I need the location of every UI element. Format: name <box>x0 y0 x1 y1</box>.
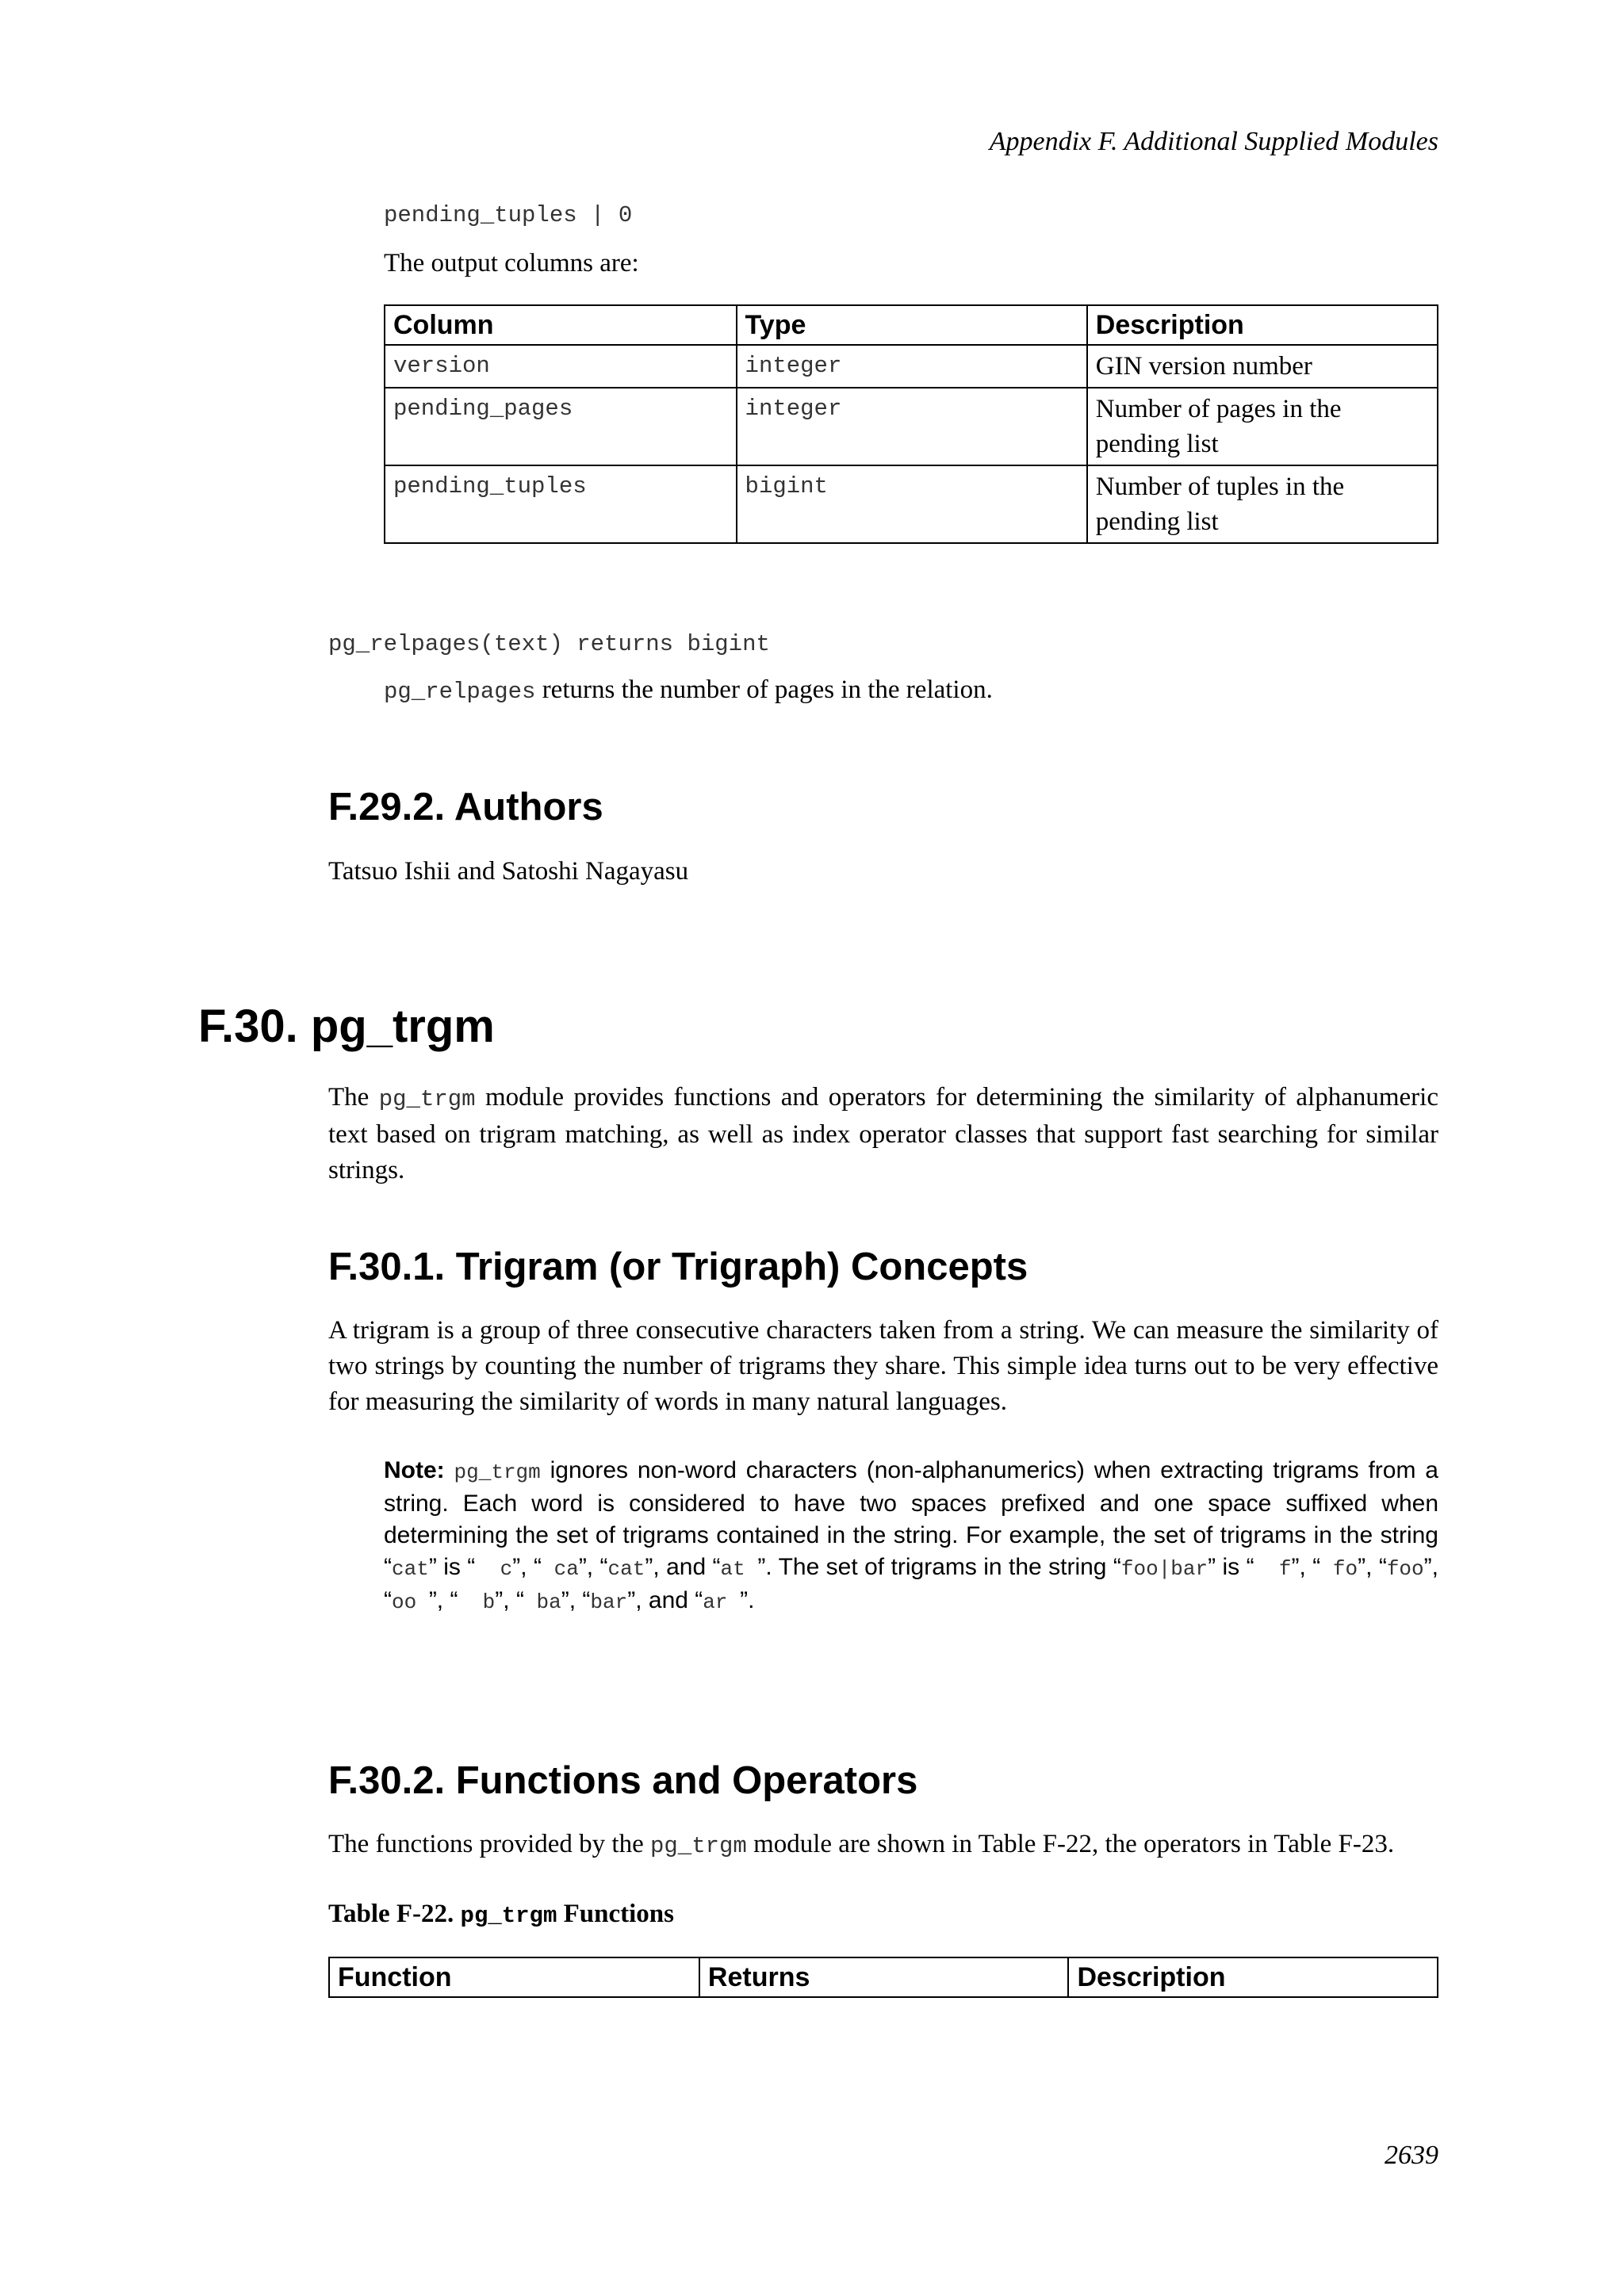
output-columns-table <box>384 304 1438 544</box>
note-code: foo <box>1386 1557 1424 1581</box>
column-header-returns: Returns <box>699 1957 1069 1997</box>
cell-type: bigint <box>737 465 1087 543</box>
running-header: Appendix F. Additional Supplied Modules <box>989 127 1438 156</box>
authors-text: Tatsuo Ishii and Satoshi Nagayasu <box>328 857 689 886</box>
note-text: ”, “ <box>1291 1554 1321 1580</box>
functions-text <box>328 1827 1454 1864</box>
note-text: ” is “ <box>1208 1554 1254 1580</box>
table-row <box>385 388 1438 465</box>
note-code: cat <box>392 1557 429 1581</box>
concepts-section-title: F.30.1. Trigram (or Trigraph) Concepts <box>328 1246 1028 1288</box>
note-text: ”, “ <box>495 1587 524 1613</box>
note-text: ”. <box>740 1587 755 1613</box>
cell-description: Number of pages in the pending list <box>1087 388 1438 465</box>
note-block <box>384 1455 1438 1618</box>
table-f22-caption-pre: Table F-22. <box>328 1900 461 1928</box>
note-text: ” is “ <box>428 1554 476 1580</box>
note-code: oo <box>392 1590 429 1614</box>
cell-description: Number of tuples in the pending list <box>1087 465 1438 543</box>
relpages-signature: pg_relpages(text) returns bigint <box>328 631 770 657</box>
note-text <box>445 1457 454 1483</box>
relpages-code: pg_relpages <box>384 679 536 705</box>
page-number: 2639 <box>1385 2141 1438 2170</box>
relpages-description <box>384 672 993 710</box>
note-code: ba <box>523 1590 561 1614</box>
column-header-column: Column <box>385 305 737 345</box>
note-text: ignores non-word characters (non-alphanumerics) when extracting trigrams from a string. Each word is considered to have two spaces prefixed and one space suffixed when determining the set of trigrams contained in the string. For example, the set of trigrams in the string “ <box>384 1457 1438 1580</box>
note-code: ar <box>703 1590 741 1614</box>
note-text: ”. The set of trigrams in the string “ <box>757 1554 1121 1580</box>
note-code: cat <box>607 1557 645 1581</box>
table-f22-caption-code: pg_trgm <box>460 1903 557 1929</box>
note-text: ”, “ <box>512 1554 542 1580</box>
note-text: ”, and “ <box>645 1554 721 1580</box>
chapter-intro <box>328 1080 1438 1188</box>
cell-type: integer <box>737 345 1087 388</box>
note-code: fo <box>1320 1557 1358 1581</box>
column-header-function: Function <box>329 1957 699 1997</box>
note-content <box>384 1457 1438 1613</box>
note-text: ”, and “ <box>627 1587 703 1613</box>
cell-type: integer <box>737 388 1087 465</box>
note-code: c <box>475 1557 513 1581</box>
output-columns-intro: The output columns are: <box>384 249 639 277</box>
cell-column: pending_tuples <box>385 465 737 543</box>
column-header-description: Description <box>1068 1957 1438 1997</box>
note-text: ”, “ <box>578 1554 608 1580</box>
chapter-title: F.30. pg_trgm <box>198 1001 495 1052</box>
note-label: Note: <box>384 1457 445 1483</box>
chapter-intro-code: pg_trgm <box>378 1086 476 1112</box>
cell-column: pending_pages <box>385 388 737 465</box>
relpages-desc-text: returns the number of pages in the relation. <box>535 675 993 704</box>
table-row <box>385 465 1438 543</box>
note-text: ”, “ <box>561 1587 591 1613</box>
table-f22-caption <box>328 1900 674 1929</box>
intro-code-line: pending_tuples | 0 <box>384 202 633 228</box>
functions-text-code: pg_trgm <box>650 1833 747 1859</box>
note-text: ”, “ <box>384 1554 1438 1613</box>
note-text: ”, “ <box>428 1587 458 1613</box>
note-code: ca <box>541 1557 579 1581</box>
cell-description: GIN version number <box>1087 345 1438 388</box>
note-code: at <box>720 1557 758 1581</box>
column-header-description: Description <box>1087 305 1438 345</box>
chapter-intro-post: module provides functions and operators for determining the similarity of alphanumeric text based on trigram matching, as well as index operator classes that support fast searching for similar strings. <box>328 1083 1438 1184</box>
note-code: foo|bar <box>1120 1557 1208 1581</box>
cell-column: version <box>385 345 737 388</box>
table-row <box>385 345 1438 388</box>
functions-section-title: F.30.2. Functions and Operators <box>328 1759 918 1802</box>
table-header-row <box>385 305 1438 345</box>
note-code: bar <box>590 1590 628 1614</box>
functions-text-pre: The functions provided by the <box>328 1830 650 1858</box>
column-header-type: Type <box>737 305 1087 345</box>
concepts-text: A trigram is a group of three consecutive characters taken from a string. We can measure the similarity of two strings by counting the number of trigrams they share. This simple idea turns out to be very effective for measuring the similarity of words in many natural languages. <box>328 1316 1438 1416</box>
note-code: f <box>1254 1557 1292 1581</box>
note-text: ”, “ <box>1358 1554 1387 1580</box>
functions-text-post: module are shown in Table F-22, the operators in Table F-23. <box>746 1830 1395 1858</box>
table-f22 <box>328 1957 1438 1998</box>
table-f22-caption-post: Functions <box>557 1900 674 1928</box>
note-code: b <box>458 1590 496 1614</box>
table-header-row <box>329 1957 1438 1997</box>
note-code: pg_trgm <box>454 1460 541 1484</box>
authors-section-title: F.29.2. Authors <box>328 786 603 828</box>
chapter-intro-pre: The <box>328 1083 379 1112</box>
